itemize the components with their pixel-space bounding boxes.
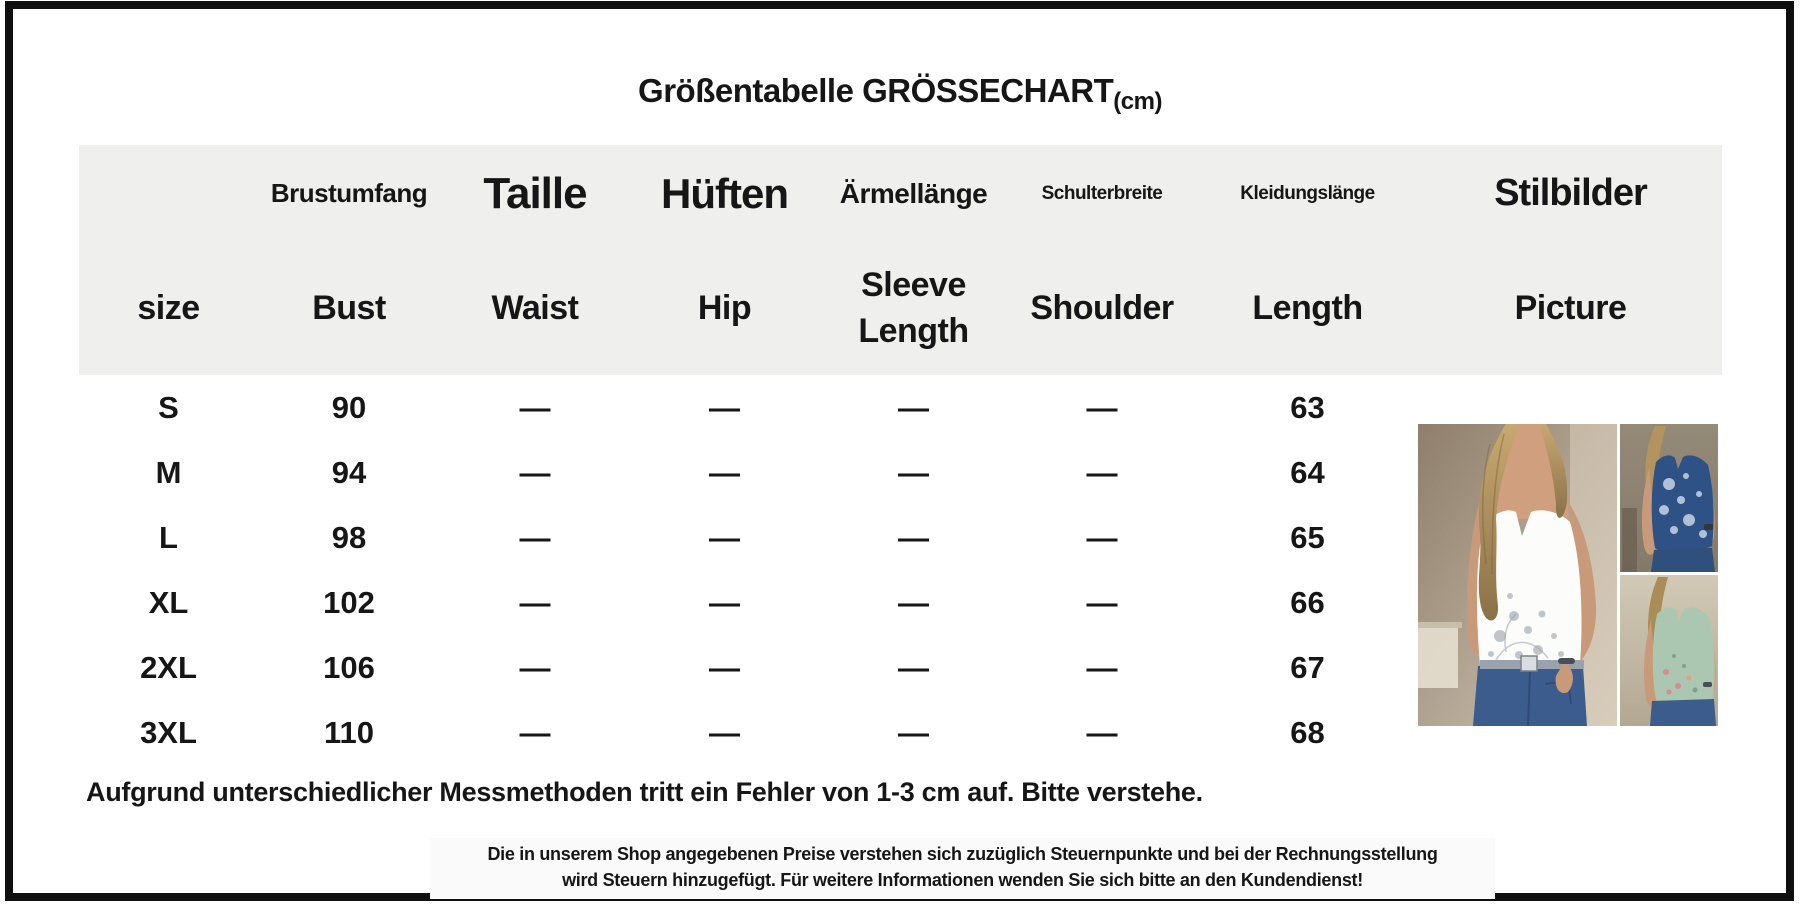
header-de-size bbox=[79, 145, 258, 243]
cell-sleeve: — bbox=[898, 649, 929, 685]
cell-size: 3XL bbox=[140, 714, 197, 750]
header-en-hip: Hip bbox=[697, 289, 752, 328]
header-de-picture: Stilbilder bbox=[1494, 172, 1647, 215]
cell-shoulder: — bbox=[1086, 584, 1118, 620]
tolerance-note: Aufgrund unterschiedlicher Messmethoden tritt ein Fehler von 1-3 cm auf. Bitte verstehe. bbox=[86, 777, 1203, 807]
cell-hip: — bbox=[709, 519, 740, 555]
cell-sleeve: — bbox=[898, 714, 929, 750]
fine-print-line2: wird Steuern hinzugefügt. Für weitere Informationen wenden Sie sich bitte an den Kundendienst! bbox=[562, 869, 1363, 890]
cell-hip: — bbox=[709, 584, 740, 620]
header-en-size: size bbox=[137, 289, 200, 328]
header-en-shoulder: Shoulder bbox=[1030, 289, 1174, 328]
header-en-length: Length bbox=[1252, 289, 1363, 328]
cell-size: M bbox=[155, 454, 182, 490]
header-en-sleeve: Sleeve Length bbox=[858, 266, 969, 350]
cell-bust: 98 bbox=[331, 519, 367, 555]
product-photo bbox=[1418, 424, 1718, 726]
product-photo-svg bbox=[1418, 424, 1718, 726]
cell-hip: — bbox=[709, 454, 740, 490]
cell-hip: — bbox=[709, 649, 740, 685]
header-en-waist: Waist bbox=[491, 289, 579, 328]
cell-sleeve: — bbox=[898, 519, 929, 555]
header-en-bust: Bust bbox=[312, 289, 386, 328]
header-de-sleeve: Ärmellänge bbox=[839, 177, 988, 209]
cell-sleeve: — bbox=[898, 584, 929, 620]
cell-bust: 102 bbox=[323, 584, 375, 620]
cell-length: 66 bbox=[1290, 584, 1325, 620]
header-de-bust: Brustumfang bbox=[270, 178, 428, 209]
cell-length: 67 bbox=[1290, 649, 1325, 685]
fine-print-line1: Die in unserem Shop angegebenen Preise verstehen sich zuzüglich Steuernpunkte und bei der Rechnungsstellung bbox=[487, 844, 1438, 864]
page-title-unit: (cm) bbox=[1113, 88, 1162, 115]
cell-waist: — bbox=[519, 649, 551, 685]
cell-length: 68 bbox=[1290, 714, 1325, 750]
cell-waist: — bbox=[519, 389, 551, 425]
fine-print bbox=[430, 838, 1495, 899]
cell-shoulder: — bbox=[1086, 714, 1118, 750]
cell-sleeve: — bbox=[898, 454, 929, 490]
cell-waist: — bbox=[519, 519, 551, 555]
header-de-hip: Hüften bbox=[661, 169, 788, 217]
cell-shoulder: — bbox=[1086, 389, 1118, 425]
page-title bbox=[0, 72, 1800, 115]
cell-size: XL bbox=[148, 584, 189, 620]
cell-length: 65 bbox=[1290, 519, 1325, 555]
cell-sleeve: — bbox=[898, 389, 929, 425]
cell-bust: 106 bbox=[323, 649, 375, 685]
cell-bust: 110 bbox=[323, 714, 374, 750]
header-de-shoulder: Schulterbreite bbox=[1041, 183, 1163, 205]
cell-size: 2XL bbox=[140, 649, 197, 685]
cell-size: L bbox=[159, 519, 178, 555]
header-de-waist: Taille bbox=[483, 168, 587, 218]
cell-shoulder: — bbox=[1086, 454, 1118, 490]
cell-waist: — bbox=[519, 454, 551, 490]
variant-photo-blue bbox=[1620, 424, 1718, 572]
cell-length: 63 bbox=[1290, 389, 1325, 425]
cell-bust: 94 bbox=[331, 454, 367, 490]
cell-length: 64 bbox=[1290, 454, 1325, 490]
cell-size: S bbox=[158, 389, 179, 425]
page-title-text: Größentabelle GRÖSSECHART bbox=[638, 72, 1114, 109]
cell-hip: — bbox=[709, 389, 740, 425]
header-de-length: Kleidungslänge bbox=[1240, 183, 1375, 205]
cell-shoulder: — bbox=[1086, 649, 1118, 685]
variant-photo-mint bbox=[1620, 575, 1718, 726]
cell-bust: 90 bbox=[331, 389, 367, 425]
cell-waist: — bbox=[519, 714, 551, 750]
model-photo-main bbox=[1418, 424, 1618, 726]
cell-waist: — bbox=[519, 584, 551, 620]
header-en-picture: Picture bbox=[1514, 289, 1627, 328]
cell-hip: — bbox=[709, 714, 740, 750]
cell-shoulder: — bbox=[1086, 519, 1118, 555]
